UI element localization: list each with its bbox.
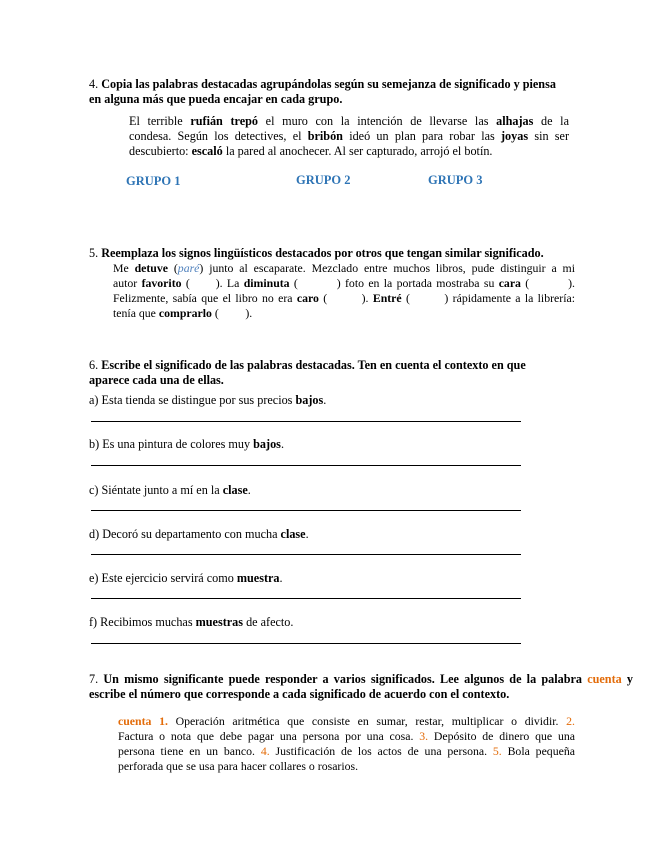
- answer-line-d[interactable]: [91, 554, 521, 555]
- q7-instruction: [89, 672, 633, 702]
- word-entre: Entré: [372, 291, 402, 305]
- word-cara: cara: [498, 276, 521, 290]
- word-trepo: trepó: [230, 114, 259, 128]
- q4-line2: en alguna más que pueda encajar en cada grupo.: [89, 92, 343, 106]
- q4-instruction: [89, 77, 589, 107]
- word-bribon: bribón: [307, 129, 343, 143]
- q6-item-d: d) Decoró su departamento con mucha clase.: [89, 527, 309, 541]
- q6-item-b: b) Es una pintura de colores muy bajos.: [89, 437, 284, 451]
- word-detuve: detuve: [134, 261, 168, 275]
- group-1-label: GRUPO 1: [126, 174, 181, 188]
- word-comprarlo: comprarlo: [158, 306, 212, 320]
- q6-item-c: c) Siéntate junto a mí en la clase.: [89, 483, 251, 497]
- word-caro: caro: [296, 291, 319, 305]
- q6-item-e: e) Este ejercicio servirá como muestra.: [89, 571, 283, 585]
- q7-line1: 7. Un mismo significante puede responder a varios significados. Lee algunos de la palabra cuenta y: [89, 672, 634, 686]
- cuenta-1-label: cuenta 1.: [118, 714, 168, 728]
- word-rufian: rufián: [190, 114, 223, 128]
- q5-instruction: 5. Reemplaza los signos lingüísticos destacados por otros que tengan similar significado.: [89, 246, 544, 260]
- word-cuenta-title: cuenta: [587, 672, 622, 686]
- word-alhajas: alhajas: [496, 114, 534, 128]
- q7-line2: escribe el número que corresponde a cada significado de acuerdo con el contexto.: [89, 687, 510, 701]
- group-3-label: GRUPO 3: [428, 173, 483, 187]
- group-2-label: GRUPO 2: [296, 173, 351, 187]
- answer-line-c[interactable]: [91, 510, 521, 511]
- example-pare: paré: [177, 261, 200, 275]
- q6-line1: 6. Escribe el significado de las palabras destacadas. Ten en cuenta el contexto en que: [89, 358, 526, 372]
- num-3: 3.: [419, 729, 429, 743]
- q4-paragraph: El terrible rufián trepó el muro con la intención de llevarse las alhajas de la condesa. Según los detectives, el bribón ideó un plan para robar las joyas sin ser descubierto: escaló la pared al anochecer. Al ser capturado, arrojó el botín.: [129, 114, 569, 158]
- num-2: 2.: [566, 714, 575, 728]
- answer-line-a[interactable]: [91, 421, 521, 422]
- num-5: 5.: [492, 744, 502, 758]
- word-joyas: joyas: [501, 129, 529, 143]
- word-diminuta: diminuta: [243, 276, 290, 290]
- answer-line-e[interactable]: [91, 598, 521, 599]
- q7-paragraph: cuenta 1. Operación aritmética que consiste en sumar, restar, multiplicar o dividir. 2. Factura o nota que debe pagar una persona por una cosa. 3. Depósito de dinero que una persona tiene en un banco. 4. Justificación de los actos de una persona. 5. Bola pequeña perforada que se usa para hacer collares o rosarios.: [118, 714, 575, 773]
- answer-line-b[interactable]: [91, 465, 521, 466]
- q6-item-a: a) Esta tienda se distingue por sus precios bajos.: [89, 393, 327, 407]
- q5-paragraph: Me detuve (paré) junto al escaparate. Mezclado entre muchos libros, pude distinguir a mi autor favorito ( ). La diminuta ( ) foto en la portada mostraba su cara ( ). Felizmente, sabía que el libro no era caro ( ). Entré ( ) rápidamente a la librería: tenía que comprarlo ( ).: [113, 261, 575, 320]
- q6-instruction: [89, 358, 589, 388]
- word-escalo: escaló: [191, 144, 223, 158]
- answer-line-f[interactable]: [91, 643, 521, 644]
- word-favorito: favorito: [141, 276, 182, 290]
- q6-item-f: f) Recibimos muchas muestras de afecto.: [89, 615, 294, 629]
- q4-line1: 4. Copia las palabras destacadas agrupándolas según su semejanza de significado y piensa: [89, 77, 556, 91]
- num-4: 4.: [260, 744, 270, 758]
- q6-line2: aparece cada una de ellas.: [89, 373, 224, 387]
